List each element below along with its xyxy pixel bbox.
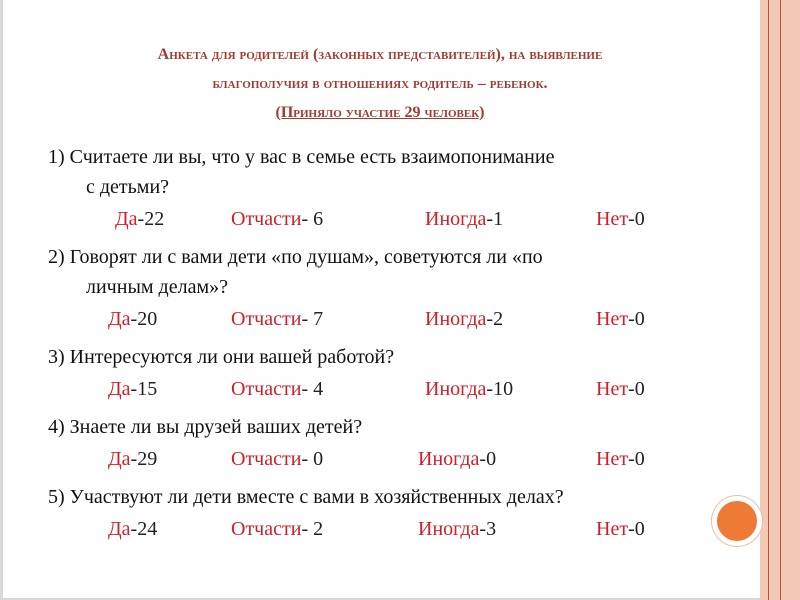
- answer-no: Нет-0: [596, 208, 645, 230]
- answer-row: [48, 302, 698, 342]
- orange-circle-decoration: [712, 496, 762, 546]
- right-decorative-band: [760, 0, 800, 600]
- band-line: [780, 0, 781, 600]
- answer-partly: Отчасти- 4: [231, 378, 324, 400]
- answer-row: [48, 372, 698, 412]
- answer-partly: Отчасти- 7: [231, 308, 324, 330]
- question-text: [48, 242, 698, 302]
- title-line-2: благополучия в отношениях родитель – ребенок.: [212, 75, 548, 92]
- answer-no: Нет-0: [596, 378, 645, 400]
- question-text: [48, 482, 698, 512]
- answer-no: Нет-0: [596, 308, 645, 330]
- question-line: 1) Считаете ли вы, что у вас в семье есть взаимопонимание: [48, 146, 555, 168]
- answer-sometimes: Иногда-1: [425, 208, 504, 230]
- answer-yes: Да-22: [115, 208, 165, 230]
- answer-no: Нет-0: [596, 518, 645, 540]
- answer-sometimes: Иногда-0: [418, 448, 497, 470]
- title-line-3: (Приняло участие 29 человек): [275, 104, 485, 121]
- question-text: [48, 412, 698, 442]
- question-line: 5) Участвуют ли дети вместе с вами в хозяйственных делах?: [48, 486, 564, 508]
- question-line: 3) Интересуются ли они вашей работой?: [48, 346, 395, 368]
- answer-no: Нет-0: [596, 448, 645, 470]
- answer-sometimes: Иногда-2: [425, 308, 504, 330]
- answer-sometimes: Иногда-3: [418, 518, 497, 540]
- answer-yes: Да-15: [108, 378, 158, 400]
- question-text: [48, 142, 698, 202]
- answer-row: [48, 512, 698, 552]
- slide-title: [60, 40, 700, 127]
- answer-row: [48, 442, 698, 482]
- question-line: 2) Говорят ли с вами дети «по душам», советуются ли «по: [48, 246, 543, 268]
- answer-yes: Да-20: [108, 308, 158, 330]
- answer-yes: Да-29: [108, 448, 158, 470]
- answer-sometimes: Иногда-10: [425, 378, 514, 400]
- survey-question: [48, 342, 698, 412]
- answer-yes: Да-24: [108, 518, 158, 540]
- survey-content: [48, 142, 698, 552]
- survey-question: [48, 482, 698, 552]
- answer-partly: Отчасти- 0: [231, 448, 324, 470]
- answer-row: [48, 202, 698, 242]
- survey-question: [48, 242, 698, 342]
- answer-partly: Отчасти- 2: [231, 518, 324, 540]
- question-line: с детьми?: [86, 176, 170, 198]
- title-line-1: Анкета для родителей (законных представителей), на выявление: [157, 46, 603, 63]
- survey-question: [48, 412, 698, 482]
- survey-question: [48, 142, 698, 242]
- question-text: [48, 342, 698, 372]
- band-line: [768, 0, 769, 600]
- question-line: 4) Знаете ли вы друзей ваших детей?: [48, 416, 363, 438]
- question-line: личным делам»?: [86, 276, 228, 298]
- answer-partly: Отчасти- 6: [231, 208, 324, 230]
- left-border-line: [0, 0, 3, 600]
